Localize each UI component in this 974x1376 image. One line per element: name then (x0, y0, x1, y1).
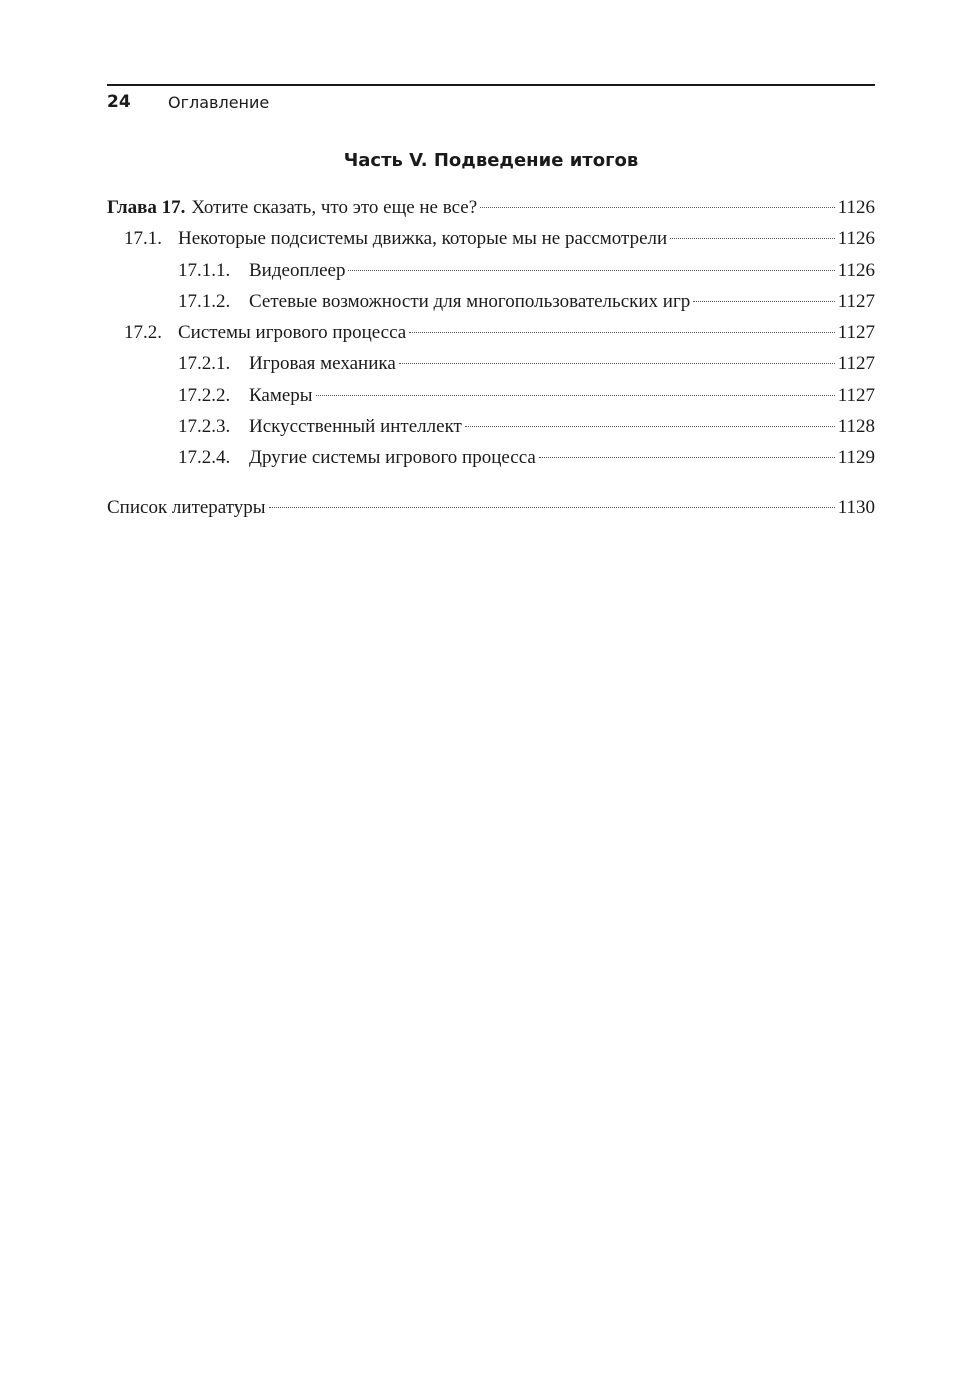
entry-page: 1127 (837, 322, 875, 344)
entry-number: 17.2.4. (178, 447, 231, 469)
toc-chapter-17[interactable] (107, 192, 875, 223)
dot-leader (409, 332, 835, 333)
dot-leader (480, 207, 835, 208)
entry-page: 1127 (837, 384, 875, 406)
toc-entry-17-1-2[interactable] (107, 286, 875, 317)
entry-title: Видеоплеер (249, 259, 346, 281)
table-of-contents (107, 192, 875, 523)
entry-title: Камеры (249, 384, 313, 406)
running-title: Оглавление (168, 93, 270, 112)
entry-page: 1127 (837, 290, 875, 312)
dot-leader (670, 238, 835, 239)
entry-page: 1126 (837, 259, 875, 281)
entry-number: 17.1. (124, 228, 162, 250)
part-title: Часть V. Подведение итогов (343, 150, 639, 171)
entry-number: 17.2.1. (178, 353, 231, 375)
toc-entry-17-1-1[interactable] (107, 255, 875, 286)
entry-number: 17.1.2. (178, 290, 231, 312)
running-header (107, 84, 875, 116)
toc-entry-17-2-3[interactable] (107, 411, 875, 442)
toc-entry-17-1[interactable] (107, 223, 875, 254)
entry-title: Некоторые подсистемы движка, которые мы не рассмотрели (178, 228, 668, 250)
dot-leader (539, 457, 835, 458)
toc-entry-17-2-1[interactable] (107, 348, 875, 379)
chapter-label: Глава 17. (107, 197, 186, 218)
entry-title: Игровая механика (249, 353, 396, 375)
dot-leader (399, 363, 835, 364)
bibliography-title: Список литературы (107, 496, 266, 518)
entry-number: 17.2.3. (178, 416, 231, 438)
dot-leader (693, 301, 834, 302)
entry-title: Другие системы игрового процесса (249, 447, 536, 469)
entry-title: Системы игрового процесса (178, 322, 407, 344)
entry-number: 17.2. (124, 322, 162, 344)
dot-leader (348, 270, 834, 271)
bibliography-page: 1130 (837, 496, 875, 518)
entry-title: Искусственный интеллект (249, 416, 462, 438)
toc-entry-17-2-2[interactable] (107, 380, 875, 411)
toc-entry-17-2[interactable] (107, 317, 875, 348)
entry-page: 1126 (837, 228, 875, 250)
dot-leader (316, 395, 835, 396)
toc-entry-17-2-4[interactable] (107, 442, 875, 473)
dot-leader (269, 507, 835, 508)
chapter-page: 1126 (837, 197, 875, 218)
entry-number: 17.2.2. (178, 384, 231, 406)
entry-title: Сетевые возможности для многопользовательских игр (249, 290, 691, 312)
page-number: 24 (107, 92, 131, 112)
entry-page: 1129 (837, 447, 875, 469)
entry-page: 1128 (837, 416, 875, 438)
dot-leader (465, 426, 835, 427)
toc-bibliography[interactable] (107, 492, 875, 523)
entry-number: 17.1.1. (178, 259, 231, 281)
chapter-title: Хотите сказать, что это еще не все? (191, 197, 478, 218)
entry-page: 1127 (837, 353, 875, 375)
